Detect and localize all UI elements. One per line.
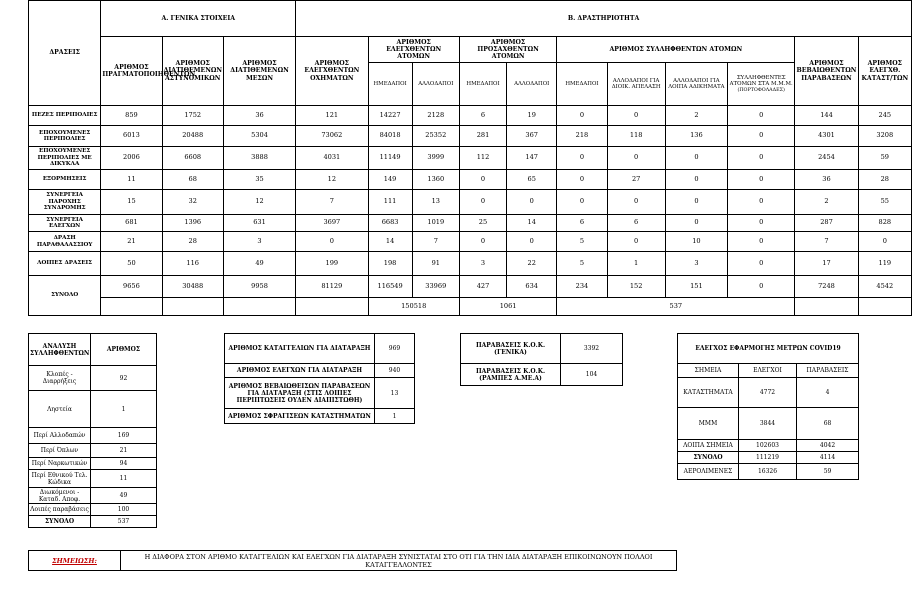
table-cell: 25352 <box>412 126 459 147</box>
arrested-foreigners-deportation: ΑΛΛΟΔΑΠΟΙ ΓΙΑ ΔΙΟΙΚ. ΑΠΕΛΑΣΗ <box>607 63 665 106</box>
table-cell: 5304 <box>223 126 295 147</box>
table-row <box>678 440 859 452</box>
table-row <box>29 190 912 215</box>
table-cell: 12 <box>223 190 295 215</box>
complaint-label: ΑΡΙΘΜΟΣ ΒΕΒΑΙΩΘΕΙΣΩΝ ΠΑΡΑΒΑΣΕΩΝ ΓΙΑ ΔΙΑΤΑΡΑΞΗ (ΣΤΙΣ ΛΟΙΠΕΣ ΠΕΡΙΠΤΩΣΕΙΣ ΟΥΔΕΝ ΔΙΑΠΙΣΤΩΘΗ) <box>225 378 375 409</box>
table-cell: 28 <box>162 232 223 252</box>
checked-nationals: ΗΜΕΔΑΠΟΙ <box>368 63 412 106</box>
table-cell: 0 <box>607 190 665 215</box>
covid-violations: 68 <box>797 408 859 440</box>
table-cell: 0 <box>665 215 727 232</box>
table-cell: 12 <box>296 170 368 190</box>
table-cell: 14227 <box>368 106 412 126</box>
table-cell: 68 <box>162 170 223 190</box>
table-cell: 3 <box>459 252 506 276</box>
table-cell: 7 <box>795 232 858 252</box>
table-cell: 11 <box>101 170 162 190</box>
complaint-label: ΑΡΙΘΜΟΣ ΚΑΤΑΓΓΕΛΙΩΝ ΓΙΑ ΔΙΑΤΑΡΑΞΗ <box>225 334 375 364</box>
kok-body <box>461 334 623 386</box>
col-actions-done: ΑΡΙΘΜΟΣ ΠΡΑΓΜΑΤΟΠΟΙΗΘΕΝΤΩΝ <box>101 37 162 106</box>
table-cell: 0 <box>557 106 607 126</box>
table-cell: 0 <box>728 126 795 147</box>
col-stores-checked: ΑΡΙΘΜΟΣ ΕΛΕΓΧΘ. ΚΑΤΑΣΤ/ΤΩΝ <box>858 37 911 106</box>
table-cell: 121 <box>296 106 368 126</box>
arrest-category: Ληστεία <box>29 391 91 428</box>
table-row <box>225 334 415 364</box>
table-cell: 0 <box>665 147 727 170</box>
table-cell: 1 <box>607 252 665 276</box>
brought-nationals: ΗΜΕΔΑΠΟΙ <box>459 63 506 106</box>
arrested-foreigners-other: ΑΛΛΟΔΑΠΟΙ ΓΙΑ ΛΟΙΠΑ ΑΔΙΚΗΜΑΤΑ <box>665 63 727 106</box>
section-a-header: Α. ΓΕΝΙΚΑ ΣΤΟΙΧΕΙΑ <box>101 1 296 37</box>
total-label: ΣΥΝΟΛΟ <box>29 276 101 316</box>
table-cell: 3 <box>665 252 727 276</box>
table-cell: 0 <box>728 215 795 232</box>
table-cell: 0 <box>728 170 795 190</box>
complaint-label: ΑΡΙΘΜΟΣ ΣΦΡΑΓΙΣΕΩΝ ΚΑΤΑΣΤΗΜΑΤΩΝ <box>225 409 375 424</box>
arrest-category: Λοιπές παραβάσεις <box>29 504 91 516</box>
covid-violations: 4042 <box>797 440 859 452</box>
note-label: ΣΗΜΕΙΩΣΗ: <box>29 551 121 571</box>
table-row <box>678 452 859 464</box>
table-cell: 2 <box>665 106 727 126</box>
table-cell: 136 <box>665 126 727 147</box>
table-cell: 287 <box>795 215 858 232</box>
table-cell: 6 <box>607 215 665 232</box>
table-cell: 3999 <box>412 147 459 170</box>
disturbance-complaints-table <box>224 333 415 424</box>
table-cell: 15 <box>101 190 162 215</box>
table-cell: 149 <box>368 170 412 190</box>
arrest-category: Περί Εθνικού Τελ. Κώδικα <box>29 470 91 488</box>
table-cell: 245 <box>858 106 911 126</box>
table-cell: 0 <box>728 106 795 126</box>
table-cell: 1360 <box>412 170 459 190</box>
row-label: ΕΠΟΧΟΥΜΕΝΕΣ ΠΕΡΙΠΟΛΙΕΣ ΜΕ ΔΙΚΥΚΛΑ <box>29 147 101 170</box>
table-cell: 0 <box>459 170 506 190</box>
table-cell: 828 <box>858 215 911 232</box>
table-cell: 21 <box>101 232 162 252</box>
table-cell: 2006 <box>101 147 162 170</box>
table-cell: 14 <box>368 232 412 252</box>
row-label: ΠΕΖΕΣ ΠΕΡΙΠΟΛΙΕΣ <box>29 106 101 126</box>
table-cell: 84018 <box>368 126 412 147</box>
table-cell: 36 <box>795 170 858 190</box>
table-cell: 859 <box>101 106 162 126</box>
table-cell: 631 <box>223 215 295 232</box>
arrest-count: 11 <box>91 470 157 488</box>
list-item <box>29 458 157 470</box>
table-cell: 144 <box>795 106 858 126</box>
table-cell: 0 <box>665 190 727 215</box>
table-row <box>225 378 415 409</box>
total-cell: 4542 <box>858 276 911 298</box>
complaint-value: 940 <box>375 364 415 378</box>
covid-checks: 4772 <box>739 378 797 408</box>
table-cell: 1396 <box>162 215 223 232</box>
arrest-count: 1 <box>91 391 157 428</box>
table-row <box>678 464 859 480</box>
list-item <box>29 504 157 516</box>
covid-measures-table <box>677 333 859 480</box>
table-cell: 91 <box>412 252 459 276</box>
table-cell: 27 <box>607 170 665 190</box>
actions-header: ΔΡΑΣΕΙΣ <box>29 1 101 106</box>
total-cell: 81129 <box>296 276 368 298</box>
table-cell: 25 <box>459 215 506 232</box>
col-violations: ΑΡΙΘΜΟΣ ΒΕΒΑΙΩΘΕΝΤΩΝ ΠΑΡΑΒΑΣΕΩΝ <box>795 37 858 106</box>
arrested-nationals: ΗΜΕΔΑΠΟΙ <box>557 63 607 106</box>
kok-label: ΠΑΡΑΒΑΣΕΙΣ Κ.Ο.Κ. (ΓΕΝΙΚΑ) <box>461 334 561 364</box>
table-cell: 55 <box>858 190 911 215</box>
group-arrested-persons: ΑΡΙΘΜΟΣ ΣΥΛΛΗΦΘΕΝΤΩΝ ΑΤΟΜΩΝ <box>557 37 795 63</box>
covid-point: ΑΕΡΟΛΙΜΕΝΕΣ <box>678 464 739 480</box>
col-officers: ΑΡΙΘΜΟΣ ΔΙΑΤΙΘΕΜΕΝΩΝ ΑΣΤΥΝΟΜΙΚΩΝ <box>162 37 223 106</box>
table-row <box>29 252 912 276</box>
list-item <box>29 444 157 458</box>
arrest-count: 169 <box>91 428 157 444</box>
arrested-pickpockets <box>728 63 795 106</box>
arrest-category: Διωκόμενοι - Καταδ. Αποφ. <box>29 488 91 504</box>
total-cell: 30488 <box>162 276 223 298</box>
table-cell: 0 <box>557 190 607 215</box>
complaints-body <box>225 334 415 424</box>
sum-row <box>29 298 912 316</box>
main-table-body <box>29 106 912 276</box>
table-cell: 0 <box>728 232 795 252</box>
arrest-count: 100 <box>91 504 157 516</box>
kok-value: 104 <box>561 364 623 386</box>
table-row <box>29 126 912 147</box>
table-cell: 2128 <box>412 106 459 126</box>
table-cell: 281 <box>459 126 506 147</box>
table-cell: 1752 <box>162 106 223 126</box>
complaint-value: 1 <box>375 409 415 424</box>
table-cell: 3888 <box>223 147 295 170</box>
covid-checks: 16326 <box>739 464 797 480</box>
brought-foreigners: ΑΛΛΟΔΑΠΟΙ <box>507 63 557 106</box>
table-row <box>461 334 623 364</box>
list-item <box>29 428 157 444</box>
sum-brought: 1061 <box>459 298 556 316</box>
covid-point: ΚΑΤΑΣΤΗΜΑΤΑ <box>678 378 739 408</box>
total-cell: 116549 <box>368 276 412 298</box>
covid-violations: 59 <box>797 464 859 480</box>
table-cell: 7 <box>412 232 459 252</box>
table-cell: 0 <box>728 147 795 170</box>
table-row <box>225 409 415 424</box>
table-cell: 198 <box>368 252 412 276</box>
arrests-breakdown-table <box>28 333 157 528</box>
traffic-violations-table <box>460 333 623 386</box>
table-cell: 5 <box>557 232 607 252</box>
table-cell: 4031 <box>296 147 368 170</box>
table-cell: 32 <box>162 190 223 215</box>
table-cell: 20488 <box>162 126 223 147</box>
arrest-category: Περί Όπλων <box>29 444 91 458</box>
table-row <box>29 170 912 190</box>
total-cell: 427 <box>459 276 506 298</box>
complaint-value: 969 <box>375 334 415 364</box>
total-cell: 152 <box>607 276 665 298</box>
list-item <box>29 391 157 428</box>
arrest-count: 92 <box>91 366 157 391</box>
arrest-count: 21 <box>91 444 157 458</box>
table-cell: 0 <box>607 106 665 126</box>
complaint-label: ΑΡΙΘΜΟΣ ΕΛΕΓΧΩΝ ΓΙΑ ΔΙΑΤΑΡΑΞΗ <box>225 364 375 378</box>
covid-checks: 3844 <box>739 408 797 440</box>
arrested-pickpockets-note: (ΠΟΡΤΟΦΟΛΑΔΕΣ) <box>737 87 785 93</box>
table-cell: 2454 <box>795 147 858 170</box>
table-cell: 0 <box>557 170 607 190</box>
table-cell: 6013 <box>101 126 162 147</box>
total-cell: 151 <box>665 276 727 298</box>
table-cell: 0 <box>607 147 665 170</box>
total-cell: 9958 <box>223 276 295 298</box>
covid-header-checks: ΕΛΕΓΧΟΙ <box>739 364 797 378</box>
table-cell: 19 <box>507 106 557 126</box>
table-cell: 3 <box>223 232 295 252</box>
table-cell: 218 <box>557 126 607 147</box>
table-cell: 6683 <box>368 215 412 232</box>
arrest-count: 49 <box>91 488 157 504</box>
group-brought-persons: ΑΡΙΘΜΟΣ ΠΡΟΣΑΧΘΕΝΤΩΝ ΑΤΟΜΩΝ <box>459 37 556 63</box>
list-item <box>29 470 157 488</box>
covid-header-violations: ΠΑΡΑΒΑΣΕΙΣ <box>797 364 859 378</box>
kok-label: ΠΑΡΑΒΑΣΕΙΣ Κ.Ο.Κ. (ΡΑΜΠΕΣ Α.ΜΕ.Α) <box>461 364 561 386</box>
table-cell: 3208 <box>858 126 911 147</box>
table-cell: 2 <box>795 190 858 215</box>
table-cell: 0 <box>557 147 607 170</box>
table-row <box>678 408 859 440</box>
table-row <box>225 364 415 378</box>
table-cell: 199 <box>296 252 368 276</box>
total-cell: 234 <box>557 276 607 298</box>
note-table <box>28 550 677 571</box>
covid-body <box>678 378 859 480</box>
section-b-header: Β. ΔΡΑΣΤΗΡΙΟΤΗΤΑ <box>296 1 912 37</box>
arrest-category: Κλοπές - Διαρρήξεις <box>29 366 91 391</box>
table-cell: 681 <box>101 215 162 232</box>
total-cell: 0 <box>728 276 795 298</box>
table-cell: 367 <box>507 126 557 147</box>
table-cell: 147 <box>507 147 557 170</box>
table-cell: 0 <box>665 170 727 190</box>
table-cell: 0 <box>459 232 506 252</box>
arrests-body <box>29 366 157 516</box>
covid-checks: 102603 <box>739 440 797 452</box>
table-cell: 119 <box>858 252 911 276</box>
table-cell: 4301 <box>795 126 858 147</box>
table-cell: 6 <box>557 215 607 232</box>
arrests-header-value: ΑΡΙΘΜΟΣ <box>91 334 157 366</box>
table-cell: 14 <box>507 215 557 232</box>
note-text: Η ΔΙΑΦΟΡΑ ΣΤΟΝ ΑΡΙΘΜΟ ΚΑΤΑΓΓΕΛΙΩΝ ΚΑΙ ΕΛΕΓΧΩΝ ΓΙΑ ΔΙΑΤΑΡΑΞΗ ΣΥΝΙΣΤΑΤΑΙ ΣΤΟ ΟΤΙ ΓΙΑ ΤΗΝ ΙΔΙΑ ΔΙΑΤΑΡΑΞΗ ΕΠΙΚΟΙΝΩΝΟΥΝ ΠΟΛΛΟΙ ΚΑΤΑΓΓΕΛΛΟΝΤΕΣ <box>121 551 677 571</box>
table-row <box>29 232 912 252</box>
table-cell: 17 <box>795 252 858 276</box>
table-cell: 6608 <box>162 147 223 170</box>
table-cell: 59 <box>858 147 911 170</box>
arrested-pickpockets-label: ΣΥΛΛΗΦΘΕΝΤΕΣ ΑΤΟΜΩΝ ΣΤΑ Μ.Μ.Μ. <box>729 74 793 87</box>
table-cell: 0 <box>296 232 368 252</box>
row-label: ΔΡΑΣΗ ΠΑΡΑΘΑΛΑΣΣΙΟΥ <box>29 232 101 252</box>
table-row <box>461 364 623 386</box>
table-cell: 65 <box>507 170 557 190</box>
table-cell: 50 <box>101 252 162 276</box>
table-cell: 6 <box>459 106 506 126</box>
police-activity-table <box>28 0 912 316</box>
arrest-category: Περί Ναρκωτικών <box>29 458 91 470</box>
table-cell: 11149 <box>368 147 412 170</box>
total-cell: 7248 <box>795 276 858 298</box>
row-label: ΛΟΙΠΕΣ ΔΡΑΣΕΙΣ <box>29 252 101 276</box>
arrest-category: Περί Αλλοδαπών <box>29 428 91 444</box>
table-cell: 5 <box>557 252 607 276</box>
arrests-total-value: 537 <box>91 516 157 528</box>
arrest-count: 94 <box>91 458 157 470</box>
table-row <box>29 106 912 126</box>
list-item <box>29 488 157 504</box>
covid-violations: 4114 <box>797 452 859 464</box>
table-cell: 13 <box>412 190 459 215</box>
table-cell: 0 <box>507 190 557 215</box>
table-cell: 0 <box>507 232 557 252</box>
group-checked-persons: ΑΡΙΘΜΟΣ ΕΛΕΓΧΘΕΝΤΩΝ ΑΤΟΜΩΝ <box>368 37 459 63</box>
table-cell: 0 <box>728 252 795 276</box>
total-cell: 33969 <box>412 276 459 298</box>
table-cell: 1019 <box>412 215 459 232</box>
table-cell: 0 <box>607 232 665 252</box>
total-cell: 9656 <box>101 276 162 298</box>
table-cell: 0 <box>858 232 911 252</box>
kok-value: 3392 <box>561 334 623 364</box>
covid-violations: 4 <box>797 378 859 408</box>
col-vehicles: ΑΡΙΘΜΟΣ ΕΛΕΓΧΘΕΝΤΩΝ ΟΧΗΜΑΤΩΝ <box>296 37 368 106</box>
table-cell: 35 <box>223 170 295 190</box>
row-label: ΕΞΟΡΜΗΣΕΙΣ <box>29 170 101 190</box>
table-cell: 49 <box>223 252 295 276</box>
table-cell: 118 <box>607 126 665 147</box>
table-cell: 0 <box>728 190 795 215</box>
list-item <box>29 366 157 391</box>
table-row <box>29 215 912 232</box>
sum-arrested: 537 <box>557 298 795 316</box>
arrests-header-label: ΑΝΑΛΥΣΗ ΣΥΛΛΗΦΘΕΝΤΩΝ <box>29 334 91 366</box>
arrests-total-label: ΣΥΝΟΛΟ <box>29 516 91 528</box>
table-row <box>678 378 859 408</box>
table-cell: 111 <box>368 190 412 215</box>
table-cell: 7 <box>296 190 368 215</box>
table-cell: 10 <box>665 232 727 252</box>
total-cell: 634 <box>507 276 557 298</box>
col-means: ΑΡΙΘΜΟΣ ΔΙΑΤΙΘΕΜΕΝΩΝ ΜΕΣΩΝ <box>223 37 295 106</box>
table-cell: 112 <box>459 147 506 170</box>
total-row <box>29 276 912 298</box>
covid-point: ΜΜΜ <box>678 408 739 440</box>
covid-header-points: ΣΗΜΕΙΑ <box>678 364 739 378</box>
checked-foreigners: ΑΛΛΟΔΑΠΟΙ <box>412 63 459 106</box>
row-label: ΣΥΝΕΡΓΕΙΑ ΠΑΡΟΧΗΣ ΣΥΝΔΡΟΜΗΣ <box>29 190 101 215</box>
covid-title: ΕΛΕΓΧΟΣ ΕΦΑΡΜΟΓΗΣ ΜΕΤΡΩΝ COVID19 <box>678 334 859 364</box>
row-label: ΕΠΟΧΟΥΜΕΝΕΣ ΠΕΡΙΠΟΛΙΕΣ <box>29 126 101 147</box>
table-cell: 73062 <box>296 126 368 147</box>
table-cell: 0 <box>459 190 506 215</box>
table-cell: 3697 <box>296 215 368 232</box>
table-cell: 28 <box>858 170 911 190</box>
table-cell: 36 <box>223 106 295 126</box>
complaint-value: 13 <box>375 378 415 409</box>
covid-checks: 111219 <box>739 452 797 464</box>
table-row <box>29 147 912 170</box>
table-cell: 22 <box>507 252 557 276</box>
table-cell: 116 <box>162 252 223 276</box>
row-label: ΣΥΝΕΡΓΕΙΑ ΕΛΕΓΧΩΝ <box>29 215 101 232</box>
sum-checked: 150518 <box>368 298 459 316</box>
covid-point: ΛΟΙΠΑ ΣΗΜΕΙΑ <box>678 440 739 452</box>
covid-point: ΣΥΝΟΛΟ <box>678 452 739 464</box>
